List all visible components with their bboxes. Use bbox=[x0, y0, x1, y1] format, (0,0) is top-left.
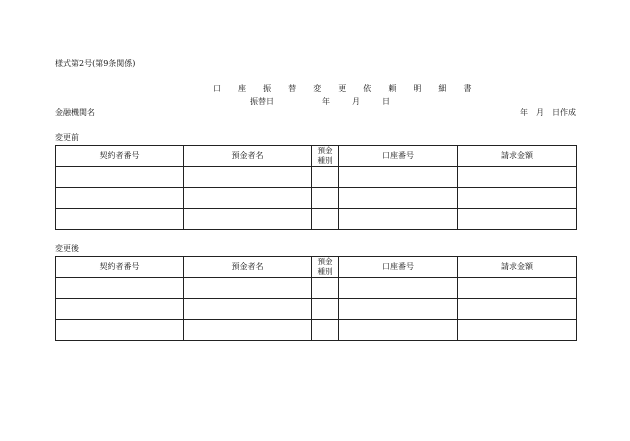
month-label: 月 bbox=[352, 97, 360, 106]
column-header: 口座番号 bbox=[339, 146, 458, 167]
table-cell bbox=[184, 167, 312, 188]
table-cell bbox=[184, 278, 312, 299]
created-date-label: 年 月 日作成 bbox=[520, 108, 576, 117]
table-row bbox=[56, 278, 577, 299]
table-cell bbox=[184, 320, 312, 341]
table-cell bbox=[312, 320, 339, 341]
title-char: 座 bbox=[238, 84, 247, 93]
table-cell bbox=[312, 209, 339, 230]
table-cell bbox=[339, 278, 458, 299]
table-cell bbox=[56, 299, 184, 320]
table-cell bbox=[339, 167, 458, 188]
table-cell bbox=[458, 167, 577, 188]
table-cell bbox=[56, 320, 184, 341]
title-char: 頼 bbox=[388, 84, 397, 93]
column-header: 預金 種別 bbox=[312, 257, 339, 278]
column-header: 預金者名 bbox=[184, 146, 312, 167]
table-cell bbox=[56, 167, 184, 188]
title-char: 更 bbox=[338, 84, 347, 93]
title-char: 変 bbox=[313, 84, 322, 93]
title-char: 明 bbox=[413, 84, 422, 93]
table-cell bbox=[312, 278, 339, 299]
table-cell bbox=[339, 188, 458, 209]
table-cell bbox=[56, 209, 184, 230]
table-cell bbox=[458, 320, 577, 341]
title-char: 替 bbox=[288, 84, 297, 93]
section-label-before: 変更前 bbox=[55, 133, 79, 142]
table-row bbox=[56, 167, 577, 188]
table-cell bbox=[339, 299, 458, 320]
table-cell bbox=[312, 299, 339, 320]
form-number: 様式第2号(第9条関係) bbox=[55, 59, 136, 68]
table-row bbox=[56, 320, 577, 341]
column-header: 口座番号 bbox=[339, 257, 458, 278]
transfer-date-line bbox=[250, 98, 390, 106]
table-cell bbox=[56, 278, 184, 299]
section-label-after: 変更後 bbox=[55, 244, 79, 253]
column-header: 契約者番号 bbox=[56, 257, 184, 278]
table-cell bbox=[458, 209, 577, 230]
title-char: 口 bbox=[213, 84, 221, 93]
table-header-row bbox=[56, 257, 577, 278]
document-title bbox=[213, 85, 486, 93]
column-header: 請求金額 bbox=[458, 146, 577, 167]
transfer-date-label: 振替日 bbox=[250, 97, 274, 106]
table-before-change bbox=[55, 145, 577, 230]
year-label: 年 bbox=[322, 97, 330, 106]
table-cell bbox=[458, 299, 577, 320]
table-cell bbox=[339, 320, 458, 341]
table-cell bbox=[458, 278, 577, 299]
table-cell bbox=[56, 188, 184, 209]
title-char: 細 bbox=[438, 84, 447, 93]
column-header: 預金者名 bbox=[184, 257, 312, 278]
table-after-change bbox=[55, 256, 577, 341]
bank-name-label: 金融機関名 bbox=[55, 108, 95, 117]
title-char: 書 bbox=[463, 84, 472, 93]
column-header: 預金 種別 bbox=[312, 146, 339, 167]
table-cell bbox=[339, 209, 458, 230]
table-cell bbox=[458, 188, 577, 209]
table-cell bbox=[312, 188, 339, 209]
table-cell bbox=[312, 167, 339, 188]
table-row bbox=[56, 209, 577, 230]
table-row bbox=[56, 188, 577, 209]
table-cell bbox=[184, 188, 312, 209]
column-header: 契約者番号 bbox=[56, 146, 184, 167]
day-label: 日 bbox=[382, 97, 390, 106]
table-header-row bbox=[56, 146, 577, 167]
table-row bbox=[56, 299, 577, 320]
column-header: 請求金額 bbox=[458, 257, 577, 278]
table-cell bbox=[184, 299, 312, 320]
table-cell bbox=[184, 209, 312, 230]
title-char: 振 bbox=[263, 84, 272, 93]
title-char: 依 bbox=[363, 84, 372, 93]
